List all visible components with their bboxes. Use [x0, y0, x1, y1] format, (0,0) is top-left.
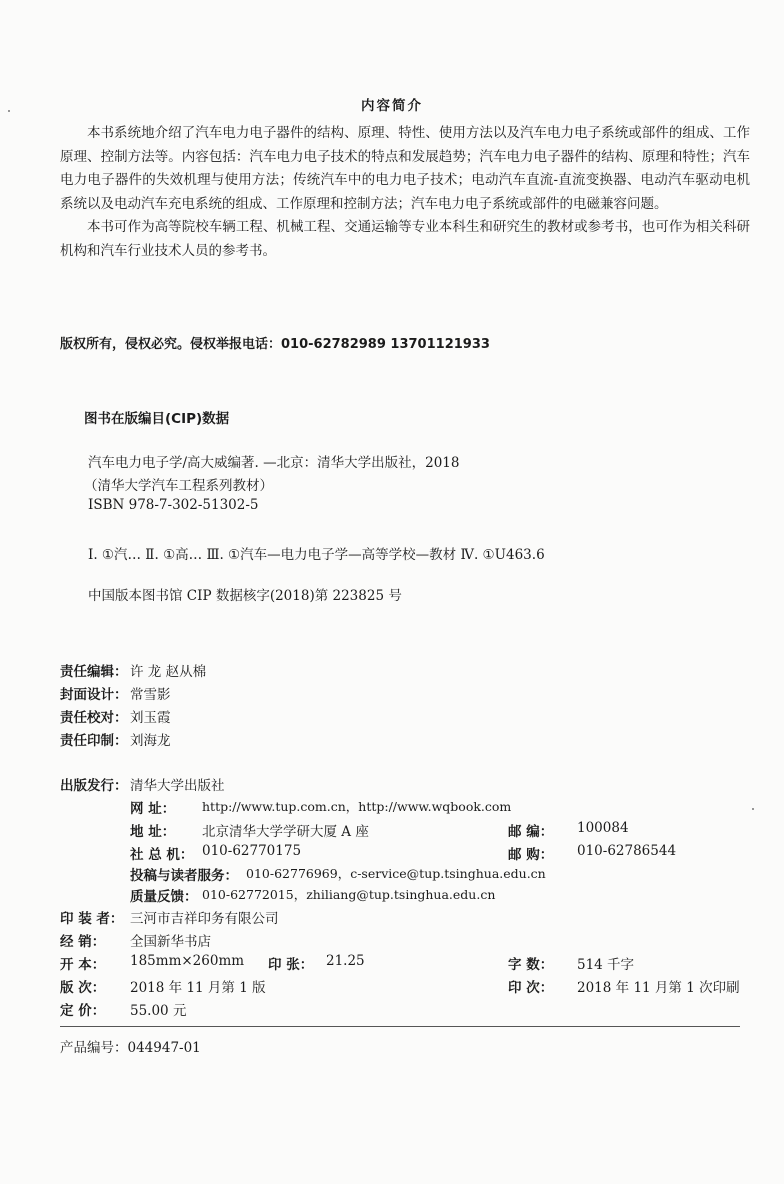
postcode-value: 100084: [577, 820, 629, 836]
switchboard-value: 010-62770175: [202, 843, 302, 859]
word-count-value: 514 千字: [577, 957, 635, 973]
intro-paragraph-2: 本书可作为高等院校车辆工程、机械工程、交通运输等专业本科生和研究生的教材或参考书，也可作为相关科研机构和汽车行业技术人员的参考书。: [60, 219, 750, 259]
content-intro-body: [60, 122, 750, 263]
intro-paragraph-1: 本书系统地介绍了汽车电力电子器件的结构、原理、特性、使用方法以及汽车电力电子系统或部件的组成、工作原理、控制方法等。内容包括：汽车电力电子技术的特点和发展趋势；汽车电力电子器件的结构、原理和特性；汽车电力电子器件的失效机理与使用方法；传统汽车中的电力电子技术；电动汽车直流-直流变换器、电动汽车驱动电机系统以及电动汽车充电系统的组成、工作原理和控制方法；汽车电力电子系统或部件的电磁兼容问题。: [60, 125, 750, 212]
printer-label: 印 装 者：: [60, 911, 124, 927]
mail-order-value: 010-62786544: [577, 843, 677, 859]
cip-classification: Ⅰ. ①汽… Ⅱ. ①高… Ⅲ. ①汽车—电力电子学—高等学校—教材 Ⅳ. ①U463.6: [88, 547, 545, 563]
distributor-label: 经 销：: [60, 934, 106, 950]
address-label: 地 址：: [130, 824, 176, 840]
postcode-label: 邮 编：: [508, 824, 554, 840]
content-intro-heading: 内容简介: [361, 98, 423, 114]
copyright-line: 版权所有，侵权必究。侵权举报电话：010-62782989 13701121933: [60, 337, 490, 352]
edition-value: 2018 年 11 月第 1 版: [130, 980, 266, 996]
impression-label: 印 次：: [508, 980, 554, 996]
website-value: http://www.tup.com.cn，http://www.wqbook.com: [202, 799, 512, 814]
mail-order-label: 邮 购：: [508, 847, 554, 863]
printer-value: 三河市吉祥印务有限公司: [130, 911, 279, 927]
footer-divider: [60, 1026, 740, 1027]
price-value: 55.00 元: [130, 1003, 187, 1019]
sheets-label: 印 张：: [268, 957, 314, 973]
address-value: 北京清华大学学研大厦 A 座: [202, 824, 369, 840]
staff-value: 许 龙 赵从棉: [130, 664, 207, 680]
staff-label: 责任校对：: [60, 710, 128, 726]
sheets-value: 21.25: [326, 953, 365, 969]
cip-line-2: （清华大学汽车工程系列教材）: [84, 478, 273, 494]
cip-line-1: 汽车电力电子学/高大威编著. —北京：清华大学出版社，2018: [88, 455, 460, 471]
distributor-value: 全国新华书店: [130, 934, 211, 950]
publisher-name: 清华大学出版社: [130, 778, 225, 794]
staff-value: 常雪影: [130, 687, 171, 703]
staff-label: 责任印制：: [60, 733, 128, 749]
quality-feedback-value: 010-62772015，zhiliang@tup.tsinghua.edu.cn: [202, 887, 496, 902]
reader-service-value: 010-62776969，c-service@tup.tsinghua.edu.cn: [246, 866, 546, 881]
switchboard-label: 社 总 机：: [130, 847, 194, 863]
scan-speck: [752, 808, 754, 810]
scan-speck: [8, 110, 10, 112]
staff-label: 责任编辑：: [60, 664, 128, 680]
publisher-label: 出版发行：: [60, 778, 128, 794]
format-value: 185mm×260mm: [130, 953, 245, 969]
edition-label: 版 次：: [60, 980, 106, 996]
cip-heading: 图书在版编目(CIP)数据: [84, 411, 230, 427]
cip-isbn: ISBN 978-7-302-51302-5: [88, 497, 259, 513]
staff-value: 刘海龙: [130, 733, 171, 749]
quality-feedback-label: 质量反馈：: [130, 889, 198, 905]
cip-record-number: 中国版本图书馆 CIP 数据核字(2018)第 223825 号: [88, 588, 402, 604]
format-label: 开 本：: [60, 957, 106, 973]
reader-service-label: 投稿与读者服务：: [130, 868, 238, 884]
staff-label: 封面设计：: [60, 687, 128, 703]
word-count-label: 字 数：: [508, 957, 554, 973]
staff-value: 刘玉霞: [130, 710, 171, 726]
impression-value: 2018 年 11 月第 1 次印刷: [577, 980, 740, 996]
website-label: 网 址：: [130, 801, 176, 817]
price-label: 定 价：: [60, 1003, 106, 1019]
product-code: 产品编号：044947-01: [60, 1040, 201, 1056]
